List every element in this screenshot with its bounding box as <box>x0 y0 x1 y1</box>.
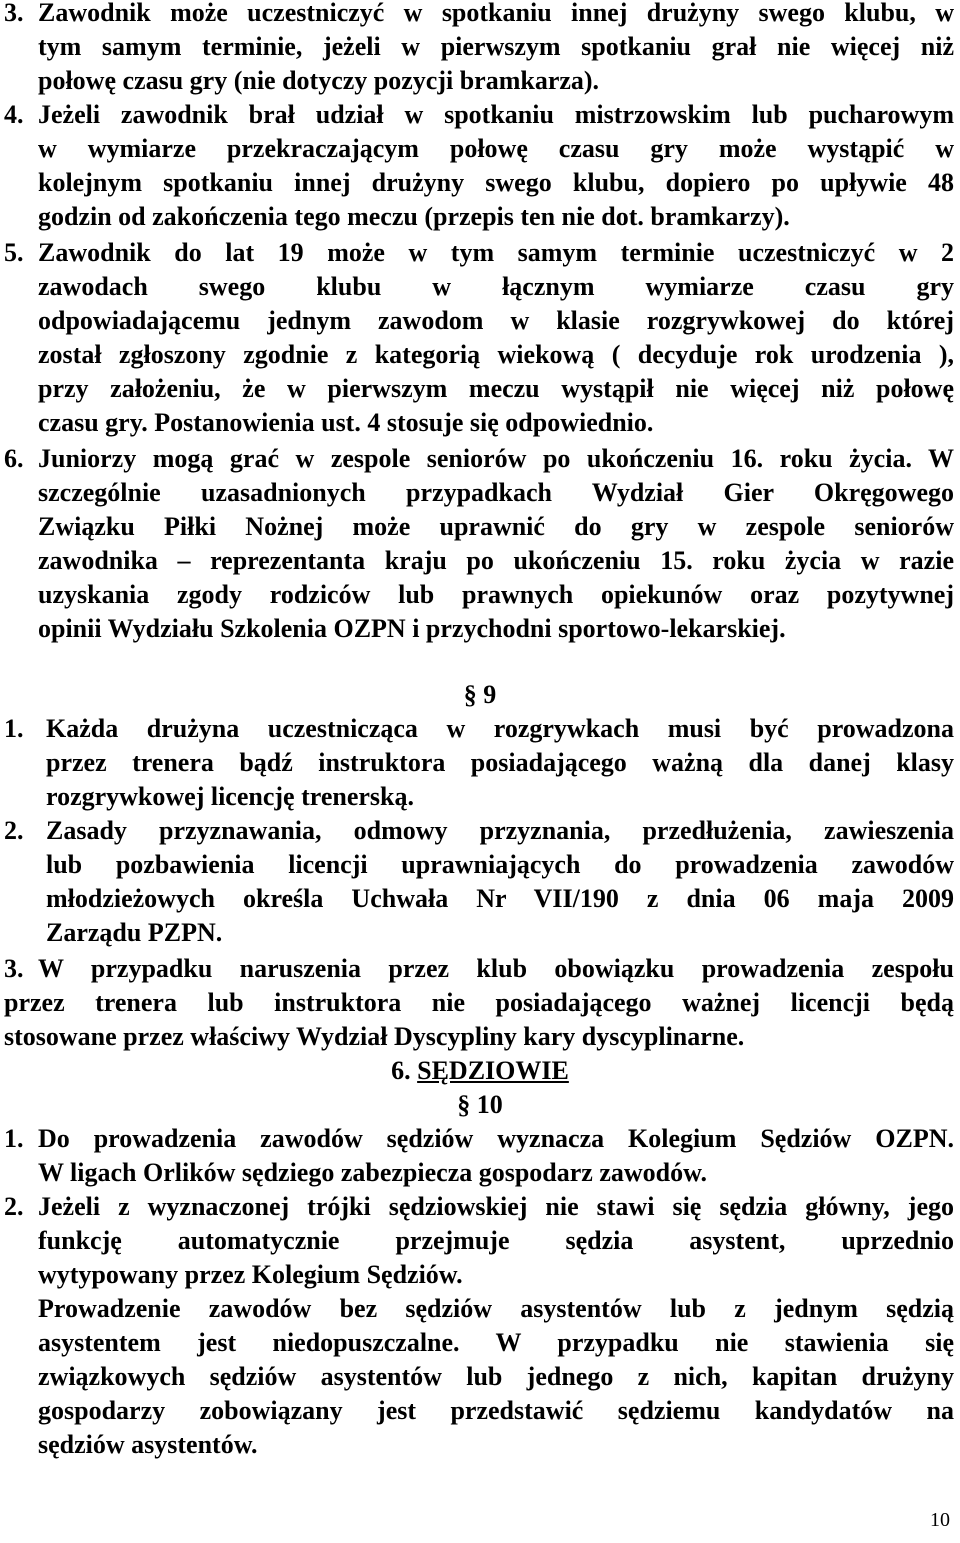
item-5-line-3: odpowiadającemu jednym zawodom w klasie rozgrywkowej do której <box>38 306 954 335</box>
section-10-heading: § 10 <box>457 1090 503 1119</box>
item-6-line-1: 6. Juniorzy mogą grać w zespole seniorów po ukończeniu 16. roku życia. W <box>4 442 954 476</box>
item-6-number: 6. <box>4 444 24 473</box>
s9-item-1-line-2: przez trenera bądź instruktora posiadającego ważną dla danej klasy <box>46 748 954 777</box>
item-4-number: 4. <box>4 100 24 129</box>
item-6-line-3: Związku Piłki Nożnej może uprawnić do gry w zespole seniorów <box>38 512 954 541</box>
item-3-line-3: połowę czasu gry (nie dotyczy pozycji bramkarza). <box>38 66 600 95</box>
item-4-line-3: kolejnym spotkaniu innej drużyny swego klubu, dopiero po upływie 48 <box>38 168 954 197</box>
s9-item-1-line-3: rozgrywkowej licencję trenerską. <box>46 782 414 811</box>
s9-item-3-line-2: przez trenera lub instruktora nie posiadającego ważnej licencji będą <box>4 988 954 1017</box>
s10-item-2-line-6: związkowych sędziów asystentów lub jednego z nich, kapitan drużyny <box>38 1362 954 1391</box>
s9-item-1-number: 1. <box>4 714 24 743</box>
s10-item-2-line-8: sędziów asystentów. <box>38 1430 258 1459</box>
item-4-line-4: godzin od zakończenia tego meczu (przepis ten nie dot. bramkarzy). <box>38 202 790 231</box>
s10-item-2-line-4: Prowadzenie zawodów bez sędziów asystentów lub z jednym sędzią <box>38 1294 954 1323</box>
section-9-heading: § 9 <box>463 680 497 709</box>
s9-item-2-number: 2. <box>4 816 24 845</box>
s9-item-2-line-4: Zarządu PZPN. <box>46 918 223 947</box>
item-5-line-5: przy założeniu, że w pierwszym meczu wystąpił nie więcej niż połowę <box>38 374 954 403</box>
item-4-line-1: 4. Jeżeli zawodnik brał udział w spotkaniu mistrzowskim lub pucharowym <box>4 98 954 132</box>
item-5-number: 5. <box>4 238 24 267</box>
item-6-line-2: szczególnie uzasadnionych przypadkach Wydział Gier Okręgowego <box>38 478 954 507</box>
s10-item-2-line-7: gospodarzy zobowiązany jest przedstawić sędziemu kandydatów na <box>38 1396 954 1425</box>
item-5-line-1: 5. Zawodnik do lat 19 może w tym samym terminie uczestniczyć w 2 <box>4 236 954 270</box>
s10-item-2-line-3: wytypowany przez Kolegium Sędziów. <box>38 1260 463 1289</box>
s10-item-2-line-1: 2. Jeżeli z wyznaczonej trójki sędziowskiej nie stawi się sędzia główny, jego <box>4 1190 954 1224</box>
item-3-line-2: tym samym terminie, jeżeli w pierwszym spotkaniu grał nie więcej niż <box>38 32 954 61</box>
item-6-line-6: opinii Wydziału Szkolenia OZPN i przychodni sportowo-lekarskiej. <box>38 614 786 643</box>
s9-item-3-number: 3. <box>4 954 24 983</box>
s9-item-3-line-1: 3. W przypadku naruszenia przez klub obowiązku prowadzenia zespołu <box>4 952 954 986</box>
item-5-line-4: został zgłoszony zgodnie z kategorią wiekową ( decyduje rok urodzenia ), <box>38 340 954 369</box>
item-6-line-4: zawodnika – reprezentanta kraju po ukończeniu 15. roku życia w razie <box>38 546 954 575</box>
item-5-line-6: czasu gry. Postanowienia ust. 4 stosuje się odpowiednio. <box>38 408 654 437</box>
s9-item-2-line-1: 2. Zasady przyznawania, odmowy przyznania, przedłużenia, zawieszenia <box>4 814 954 848</box>
s9-item-3-line-3: stosowane przez właściwy Wydział Dyscypliny kary dyscyplinarne. <box>4 1022 745 1051</box>
chapter-6-heading <box>0 1054 960 1088</box>
s9-item-1-line-1: 1. Każda drużyna uczestnicząca w rozgrywkach musi być prowadzona <box>4 712 954 746</box>
page-number: 10 <box>930 1509 950 1531</box>
s10-item-2-number: 2. <box>4 1192 24 1221</box>
chapter-6-number: 6. <box>391 1056 411 1085</box>
s10-item-1-line-2: W ligach Orlików sędziego zabezpiecza gospodarz zawodów. <box>38 1158 707 1187</box>
item-5-line-2: zawodach swego klubu w łącznym wymiarze czasu gry <box>38 272 954 301</box>
s9-item-2-line-2: lub pozbawienia licencji uprawniających do prowadzenia zawodów <box>46 850 954 879</box>
s10-item-2-line-2: funkcję automatycznie przejmuje sędzia asystent, uprzednio <box>38 1226 954 1255</box>
chapter-6-title: SĘDZIOWIE <box>417 1056 569 1085</box>
item-6-line-5: uzyskania zgody rodziców lub prawnych opiekunów oraz pozytywnej <box>38 580 954 609</box>
item-3-number: 3. <box>4 0 24 27</box>
s10-item-2-line-5: asystentem jest niedopuszczalne. W przypadku nie stawienia się <box>38 1328 954 1357</box>
s10-item-1-number: 1. <box>4 1124 24 1153</box>
item-3-line-1: 3. Zawodnik może uczestniczyć w spotkaniu innej drużyny swego klubu, w <box>4 0 954 30</box>
s10-item-1-line-1: 1. Do prowadzenia zawodów sędziów wyznacza Kolegium Sędziów OZPN. <box>4 1122 954 1156</box>
s9-item-2-line-3: młodzieżowych określa Uchwała Nr VII/190 z dnia 06 maja 2009 <box>46 884 954 913</box>
item-4-line-2: w wymiarze przekraczającym połowę czasu gry może wystąpić w <box>38 134 954 163</box>
